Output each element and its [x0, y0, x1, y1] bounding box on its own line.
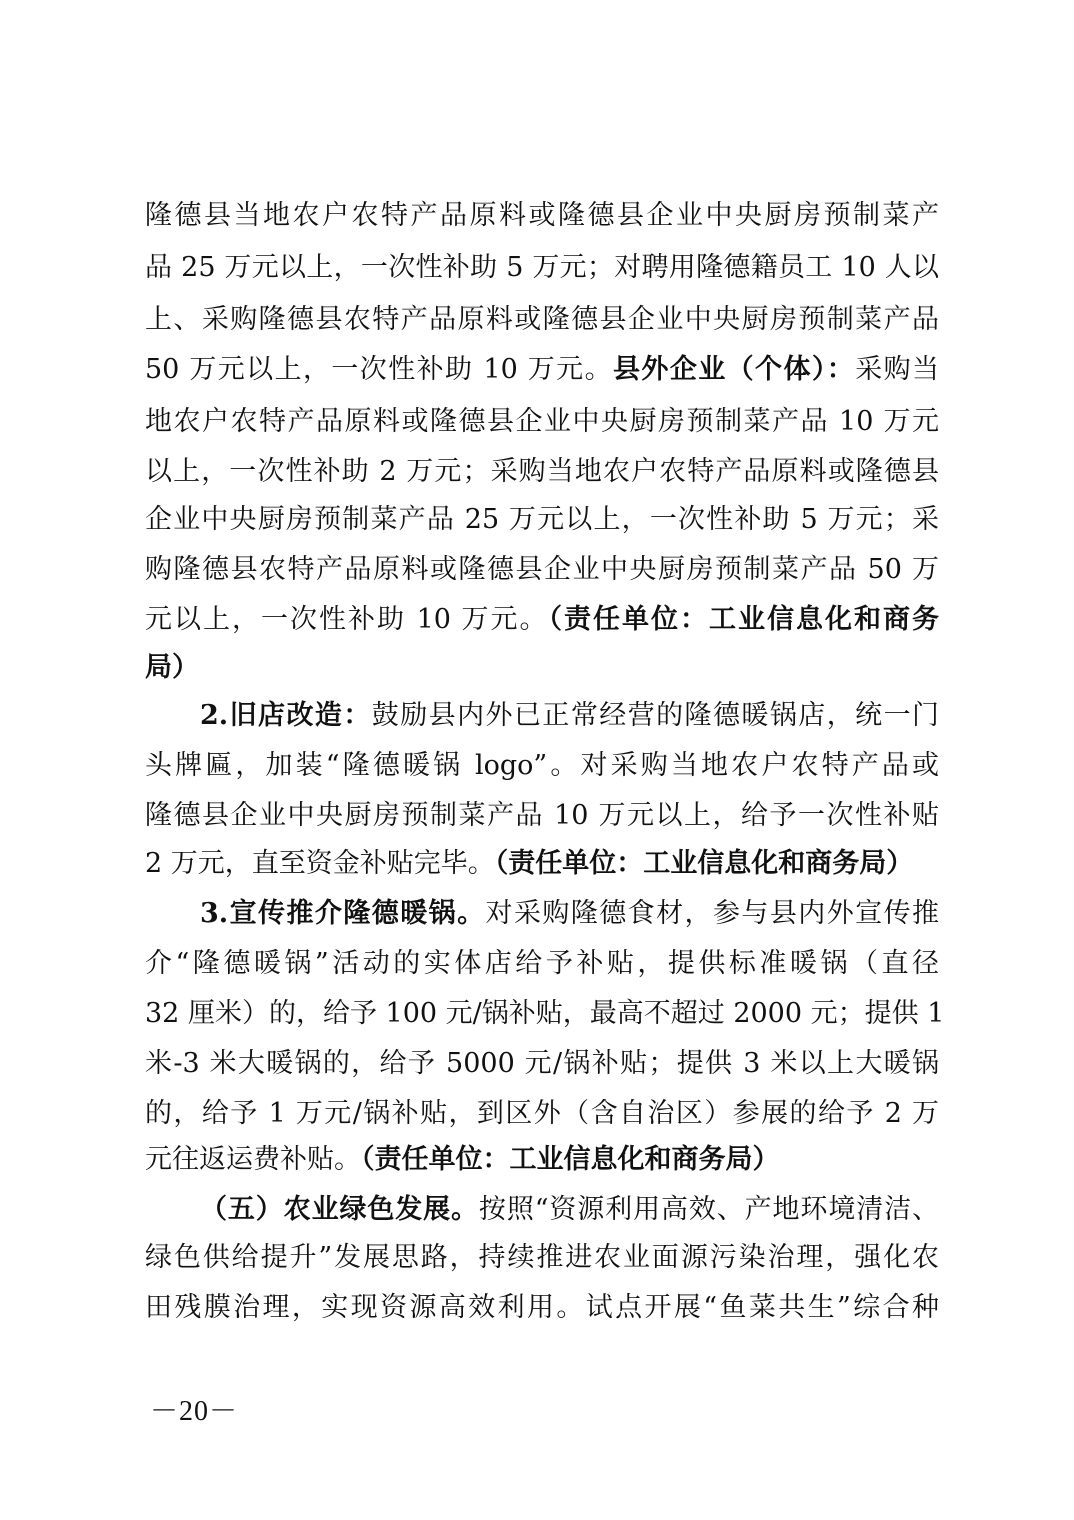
text-line — [145, 994, 945, 1034]
bold-text-run: 县外企业（个体）： — [613, 354, 856, 385]
text-line — [145, 300, 939, 340]
text-line — [145, 844, 939, 884]
bold-text-run: 3.宣传推介隆德暖锅。 — [200, 898, 486, 929]
text-run: 头牌匾，加装“隆德暖锅 logo”。对采购当地农户农特产品或 — [145, 750, 939, 781]
text-line — [200, 894, 939, 934]
text-run: 对采购隆德食材，参与县内外宣传推 — [485, 898, 940, 929]
text-line — [145, 350, 939, 390]
text-run: 田残膜治理，实现资源高效利用。试点开展“鱼菜共生”综合种 — [145, 1292, 939, 1323]
text-run: 鼓励县内外已正常经营的隆德暖锅店，统一门 — [371, 700, 940, 731]
text-line — [145, 1238, 939, 1278]
text-run: 元往返运费补贴。 — [145, 1144, 361, 1175]
text-run: 按照“资源利用高效、产地环境清洁、 — [478, 1194, 939, 1225]
text-run: 隆德县当地农户农特产品原料或隆德县企业中央厨房预制菜产 — [145, 200, 939, 231]
text-line — [145, 1140, 939, 1180]
bold-text-run: （责任单位：工业信息化和商务局） — [361, 1144, 780, 1175]
text-line — [145, 452, 939, 492]
page-number: －20－ — [150, 1396, 239, 1427]
text-run: 以上，一次性补助 2 万元；采购当地农户农特产品原料或隆德县 — [145, 456, 939, 487]
text-line — [145, 1044, 939, 1084]
text-line — [145, 196, 939, 236]
text-run: 购隆德县农特产品原料或隆德县企业中央厨房预制菜产品 50 万 — [145, 554, 939, 585]
text-line — [145, 746, 939, 786]
text-run: 隆德县企业中央厨房预制菜产品 10 万元以上，给予一次性补贴 — [145, 800, 939, 831]
text-line — [200, 696, 939, 736]
bold-text-run: （五）农业绿色发展。 — [200, 1194, 479, 1225]
text-run: 的，给予 1 万元/锅补贴，到区外（含自治区）参展的给予 2 万 — [145, 1098, 939, 1129]
text-run: 介“隆德暖锅”活动的实体店给予补贴，提供标准暖锅（直径 — [145, 948, 939, 979]
text-line — [145, 500, 939, 540]
text-run: 32 厘米）的，给予 100 元/锅补贴，最高不超过 2000 元；提供 1 — [145, 998, 945, 1029]
text-line — [145, 600, 939, 640]
text-run: 采购当 — [855, 354, 940, 385]
text-line — [145, 402, 939, 442]
text-run: 上、采购隆德县农特产品原料或隆德县企业中央厨房预制菜产品 — [145, 304, 939, 335]
text-line — [145, 796, 939, 836]
text-line — [145, 248, 939, 288]
text-line — [145, 944, 939, 984]
text-run: 米-3 米大暖锅的，给予 5000 元/锅补贴；提供 3 米以上大暖锅 — [145, 1048, 939, 1079]
text-line — [145, 648, 939, 688]
text-run: 绿色供给提升”发展思路，持续推进农业面源污染治理，强化农 — [145, 1242, 939, 1273]
text-line — [145, 1288, 939, 1328]
text-line — [145, 550, 939, 590]
text-run: 2 万元，直至资金补贴完毕。 — [145, 848, 495, 879]
bold-text-run: （责任单位：工业信息化和商务局） — [494, 848, 914, 879]
bold-text-run: （责任单位：工业信息化和商务 — [548, 604, 939, 635]
text-run: 元以上，一次性补助 10 万元。 — [145, 604, 549, 635]
bold-text-run: 2.旧店改造： — [200, 700, 372, 731]
bold-text-run: 局） — [145, 652, 199, 683]
text-run: 50 万元以上，一次性补助 10 万元。 — [145, 354, 613, 385]
text-line — [200, 1190, 939, 1230]
text-run: 地农户农特产品原料或隆德县企业中央厨房预制菜产品 10 万元 — [145, 406, 939, 437]
text-line — [145, 1094, 939, 1134]
text-run: 企业中央厨房预制菜产品 25 万元以上，一次性补助 5 万元；采 — [145, 504, 939, 535]
text-run: 品 25 万元以上，一次性补助 5 万元；对聘用隆德籍员工 10 人以 — [145, 252, 939, 283]
